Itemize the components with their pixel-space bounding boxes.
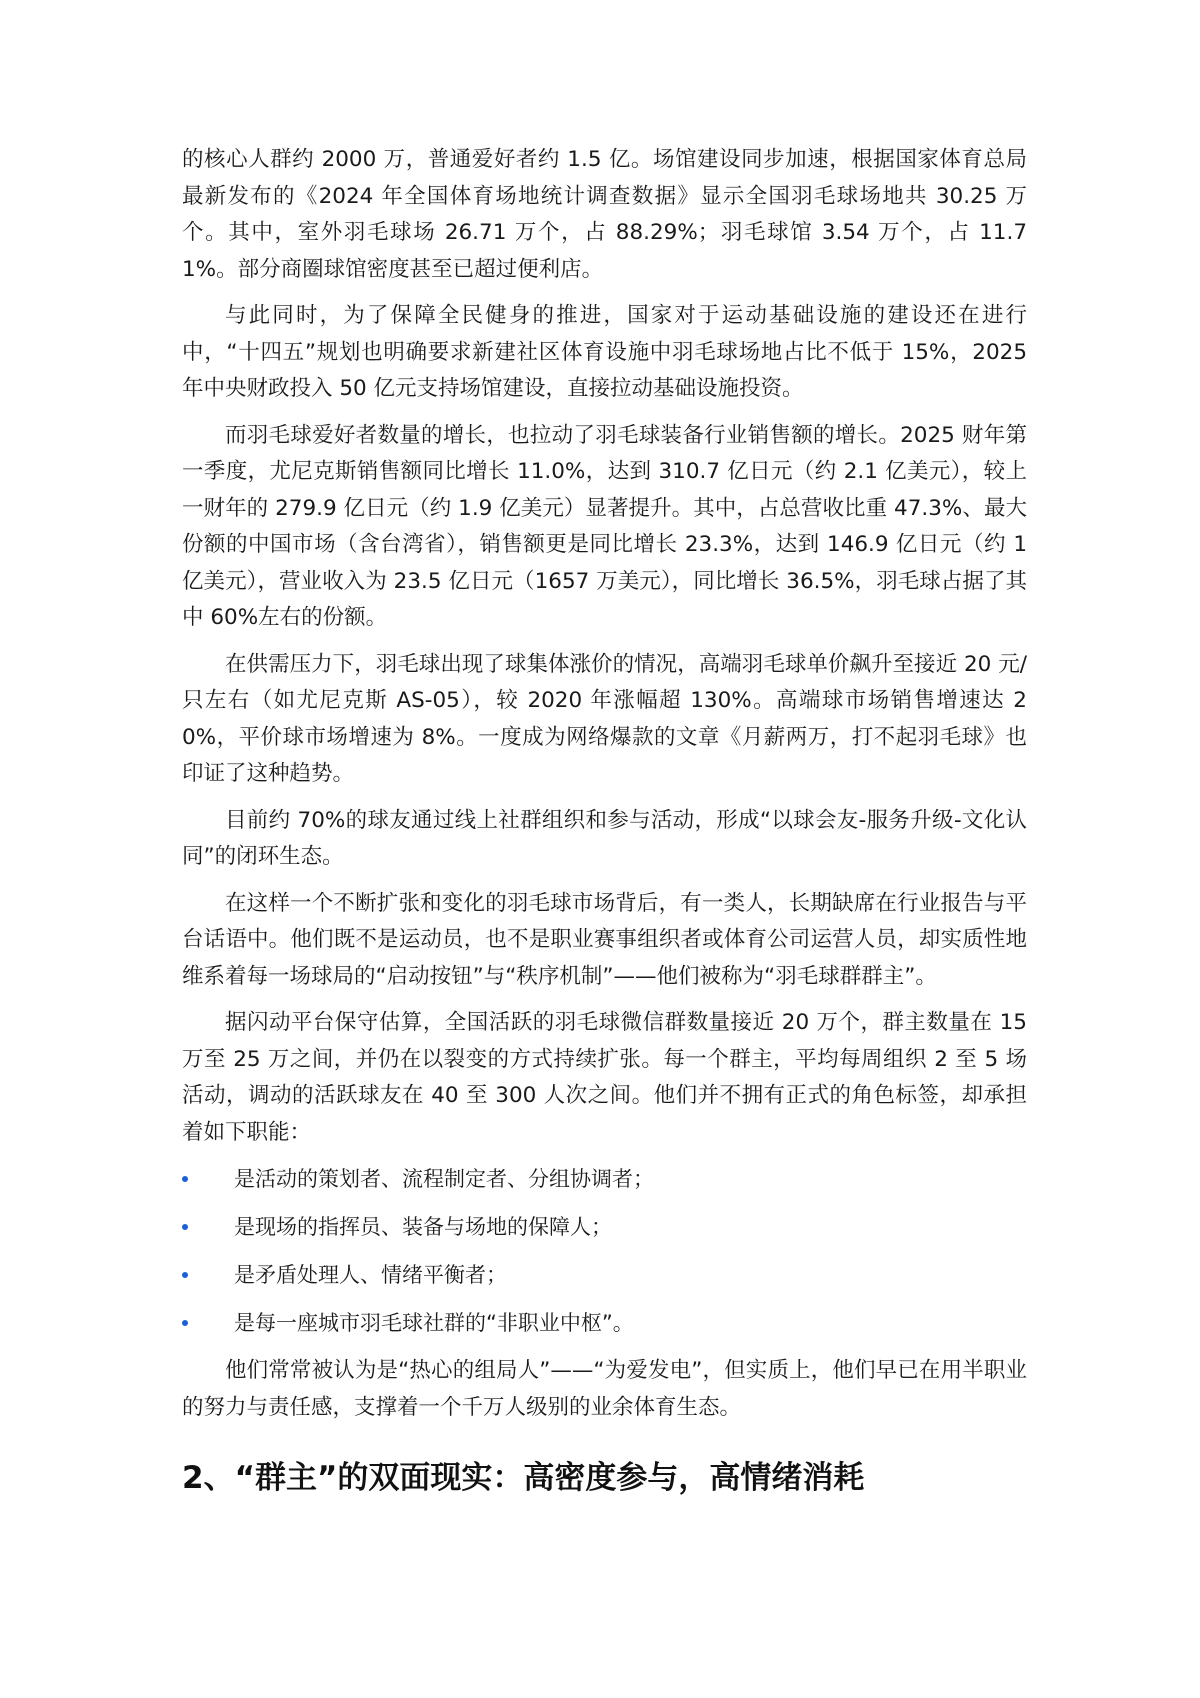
paragraph-market-size: 的核心人群约 2000 万，普通爱好者约 1.5 亿。场馆建设同步加速，根据国家体育总局最新发布的《2024 年全国体育场地统计调查数据》显示全国羽毛球场地共 30.25 万个。其中，室外羽毛球场 26.71 万个，占 88.29%；羽毛球馆 3.54 万个，占 11.71%。部分商圈球馆密度甚至已超过便利店。 bbox=[182, 147, 1027, 282]
list-item-text: 是矛盾处理人、情绪平衡者； bbox=[234, 1263, 507, 1287]
document-page bbox=[182, 142, 1027, 1500]
bullet-dot-icon bbox=[182, 1272, 188, 1278]
paragraph-closing: 他们常常被认为是“热心的组局人”——“为爱发电”，但实质上，他们早已在用半职业的努力与责任感，支撑着一个千万人级别的业余体育生态。 bbox=[182, 1358, 1027, 1420]
paragraph-online-community: 目前约 70%的球友通过线上社群组织和参与活动，形成“以球会友-服务升级-文化认同”的闭环生态。 bbox=[182, 807, 1027, 869]
paragraph-equipment-sales: 而羽毛球爱好者数量的增长，也拉动了羽毛球装备行业销售额的增长。2025 财年第一季度，尤尼克斯销售额同比增长 11.0%，达到 310.7 亿日元（约 2.1 亿美元），较上一财年的 279.9 亿日元（约 1.9 亿美元）显著提升。其中，占总营收比重 47.3%、最大份额的中国市场（含台湾省），销售额更是同比增长 23.3%，达到 146.9 亿日元（约 1 亿美元），营业收入为 23.5 亿日元（1657 万美元），同比增长 36.5%，羽毛球占据了其中 60%左右的份额。 bbox=[182, 422, 1027, 630]
bullet-dot-icon bbox=[182, 1176, 188, 1182]
list-item bbox=[182, 1305, 1027, 1342]
paragraph-policy: 与此同时，为了保障全民健身的推进，国家对于运动基础设施的建设还在进行中，“十四五”规划也明确要求新建社区体育设施中羽毛球场地占比不低于 15%，2025 年中央财政投入 50 亿元支持场馆建设，直接拉动基础设施投资。 bbox=[182, 303, 1027, 401]
paragraph-group-owners: 在这样一个不断扩张和变化的羽毛球市场背后，有一类人，长期缺席在行业报告与平台话语中。他们既不是运动员，也不是职业赛事组织者或体育公司运营人员，却实质性地维系着每一场球局的“启动按钮”与“秩序机制”——他们被称为“羽毛球群群主”。 bbox=[182, 890, 1027, 989]
list-item bbox=[182, 1209, 1027, 1246]
paragraph-estimates: 据闪动平台保守估算，全国活跃的羽毛球微信群数量接近 20 万个，群主数量在 15 万至 25 万之间，并仍在以裂变的方式持续扩张。每一个群主，平均每周组织 2 至 5 场活动，调动的活跃球友在 40 至 300 人次之间。他们并不拥有正式的角色标签，却承担着如下职能： bbox=[182, 1010, 1027, 1145]
bullet-dot-icon bbox=[182, 1224, 188, 1230]
section-heading: 2、“群主”的双面现实：高密度参与，高情绪消耗 bbox=[182, 1460, 865, 1496]
paragraph-price-rise: 在供需压力下，羽毛球出现了球集体涨价的情况，高端羽毛球单价飙升至接近 20 元/只左右（如尤尼克斯 AS-05），较 2020 年涨幅超 130%。高端球市场销售增速达 20%，平价球市场增速为 8%。一度成为网络爆款的文章《月薪两万，打不起羽毛球》也印证了这种趋势。 bbox=[182, 651, 1027, 786]
bullet-dot-icon bbox=[182, 1320, 188, 1326]
list-item-text: 是活动的策划者、流程制定者、分组协调者； bbox=[234, 1167, 654, 1191]
list-item-text: 是现场的指挥员、装备与场地的保障人； bbox=[234, 1215, 612, 1239]
list-item-text: 是每一座城市羽毛球社群的“非职业中枢”。 bbox=[234, 1311, 634, 1335]
list-item bbox=[182, 1257, 1027, 1294]
list-item bbox=[182, 1161, 1027, 1198]
duties-list bbox=[182, 1161, 1027, 1342]
